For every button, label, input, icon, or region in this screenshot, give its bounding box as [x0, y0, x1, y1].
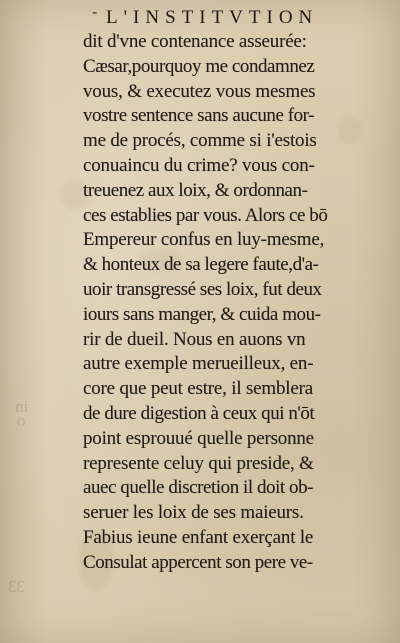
text-line: ces establies par vous. Alors ce bō: [83, 204, 328, 226]
text-line: me de procés, comme si i'estois: [83, 130, 317, 152]
text-line: autre exemple merueilleux, en-: [83, 353, 314, 375]
text-line: Fabius ieune enfant exerçant le: [83, 526, 314, 548]
text-line: iours sans manger, & cuida mou-: [83, 303, 321, 325]
text-line: dit d'vne contenance asseurée:: [83, 31, 307, 52]
text-line: de dure digestion à ceux qui n'ōt: [83, 402, 315, 424]
text-line: Empereur confus en luy-mesme,: [83, 229, 325, 251]
running-head-mark: -: [92, 2, 98, 21]
show-through-text: 33: [8, 577, 25, 596]
text-line: uoir transgressé ses loix, fut deux: [83, 278, 322, 300]
show-through-text: in: [15, 397, 29, 416]
running-head: L'INSTITVTION: [106, 7, 319, 28]
text-line: Consulat appercent son pere ve-: [83, 551, 313, 573]
text-line: auec quelle discretion il doit ob-: [83, 477, 314, 499]
text-line: rir de dueil. Nous en auons vn: [83, 328, 306, 350]
text-line: point esprouué quelle personne: [83, 427, 314, 449]
show-through-text: o: [17, 411, 26, 430]
text-line: conuaincu du crime? vous con-: [83, 154, 315, 176]
text-line: vous, & executez vous mesmes: [83, 80, 316, 102]
text-line: Cæsar,pourquoy me condamnez: [83, 55, 315, 77]
text-line: represente celuy qui preside, &: [83, 452, 314, 474]
text-line: & honteux de sa legere faute,d'a-: [83, 254, 319, 276]
text-line: treuenez aux loix, & ordonnan-: [83, 179, 308, 201]
text-line: seruer les loix de ses maieurs.: [83, 502, 304, 524]
text-line: vostre sentence sans aucune for-: [83, 105, 315, 127]
body-text: [83, 30, 383, 590]
text-line: core que peut estre, il semblera: [83, 378, 313, 400]
